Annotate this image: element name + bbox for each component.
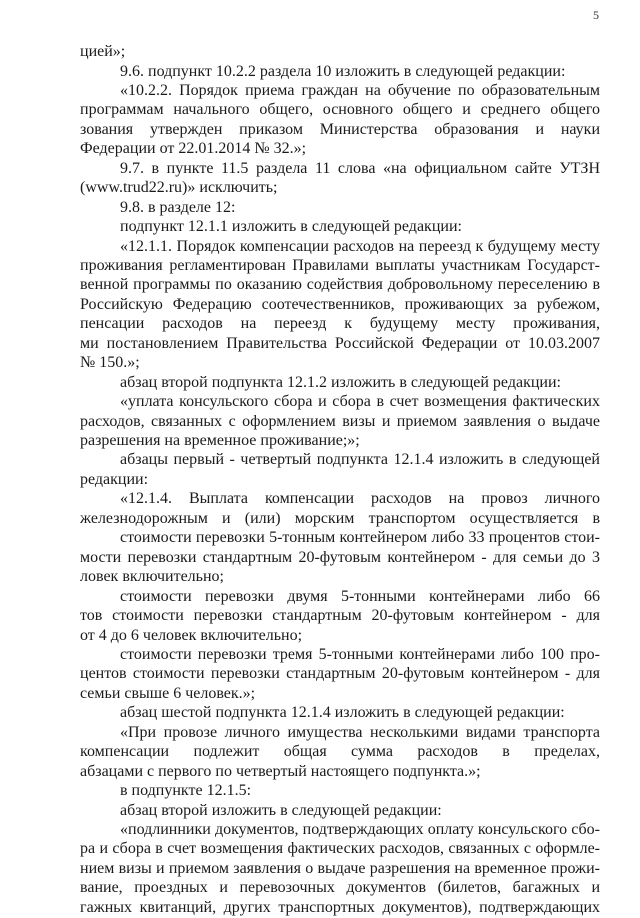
text-line: от 4 до 6 человек включительно; [80,626,303,644]
text-line: 9.6. подпункт 10.2.2 раздела 10 изложить в следующей редакции: [120,62,566,80]
text-line: 9.8. в разделе 12: [120,198,236,216]
text-line: мости перевозки стандартным 20-футовым контейнером - для семьи до 3 [80,548,600,566]
text-line: компенсации подлежит общая сумма расходов в пределах, [80,743,600,761]
text-line: стоимости перевозки двумя 5-тонными контейнерами либо 66 [120,587,600,605]
text-line: стоимости перевозки тремя 5-тонными контейнерами либо 100 про- [120,645,600,663]
text-line: подпункт 12.1.1 изложить в следующей редакции: [120,218,462,235]
text-line: венной программы по оказанию содействия добровольному переселению в [80,276,600,294]
text-line: центов стоимости перевозки стандартным 20-футовым контейнером - для [80,665,600,683]
text-line: в подпункте 12.1.5: [120,782,252,800]
text-line: программам начального общего, основного общего и среднего общего [80,101,600,119]
text-line: разрешения на временное проживание;»; [80,432,360,449]
text-line: редакции: [80,470,149,488]
text-line: ми постановлением Правительства Российской Федерации от 10.03.2007 [80,334,600,352]
text-line: проживания регламентирован Правилами выплаты участникам Государст- [80,256,600,274]
text-line: «12.1.1. Порядок компенсации расходов на переезд к будущему месту [120,237,600,255]
text-line: ра и сбора в счет возмещения фактических расходов, связанных с оформле- [80,840,600,858]
text-line: нием визы и приемом заявления о выдаче разрешения на временное прожи- [80,859,600,877]
text-line: пенсации расходов на переезд к будущему месту проживания, [80,315,600,333]
text-line: зования утвержден приказом Министерства образования и науки [80,120,600,138]
text-line: ловек включительно; [80,568,224,586]
text-line: цией»; [80,43,126,60]
text-line: вание, проездных и перевозочных документов (билетов, багажных и [80,879,600,897]
text-line: тов стоимости перевозки стандартным 20-футовым контейнером - для [80,607,600,624]
text-line: № 150.»; [80,354,140,372]
text-line: «10.2.2. Порядок приема граждан на обучение по образовательным [120,81,600,99]
text-line: Российскую Федерацию соотечественников, проживающих за рубежом, [80,295,600,313]
text-line: «12.1.4. Выплата компенсации расходов на провоз личного [120,490,600,508]
text-line: «подлинники документов, подтверждающих оплату консульского сбо- [120,821,600,838]
text-line: абзацы первый - четвертый подпункта 12.1.4 изложить в следующей [120,451,600,469]
text-line: 9.7. в пункте 11.5 раздела 11 слова «на официальном сайте УТЗН [120,159,600,177]
text-line: семьи свыше 6 человек.»; [80,684,256,702]
text-line: железнодорожным и (или) морским транспортом осуществляется в [80,509,600,527]
text-line: стоимости перевозки 5-тонным контейнером либо 33 процентов стои- [120,529,600,547]
text-line: абзац шестой подпункта 12.1.4 изложить в следующей редакции: [120,704,565,722]
text-line: гажных квитанций, других транспортных документов), подтверждающих [80,898,600,916]
text-line: абзацами с первого по четвертый настоящего подпункта.»; [80,762,481,780]
page-number: 5 [593,8,599,22]
text-line: (www.trud22.ru)» исключить; [80,179,278,197]
text-line: «При провозе личного имущества несколькими видами транспорта [120,723,600,741]
text-line: «уплата консульского сбора и сбора в счет возмещения фактических [120,393,600,411]
text-line: расходов, связанных с оформлением визы и приемом заявления о выдаче [80,412,600,430]
text-line: абзац второй изложить в следующей редакции: [120,801,442,819]
text-line: абзац второй подпункта 12.1.2 изложить в следующей редакции: [120,373,561,391]
text-line: Федерации от 22.01.2014 № 32.»; [80,140,307,158]
